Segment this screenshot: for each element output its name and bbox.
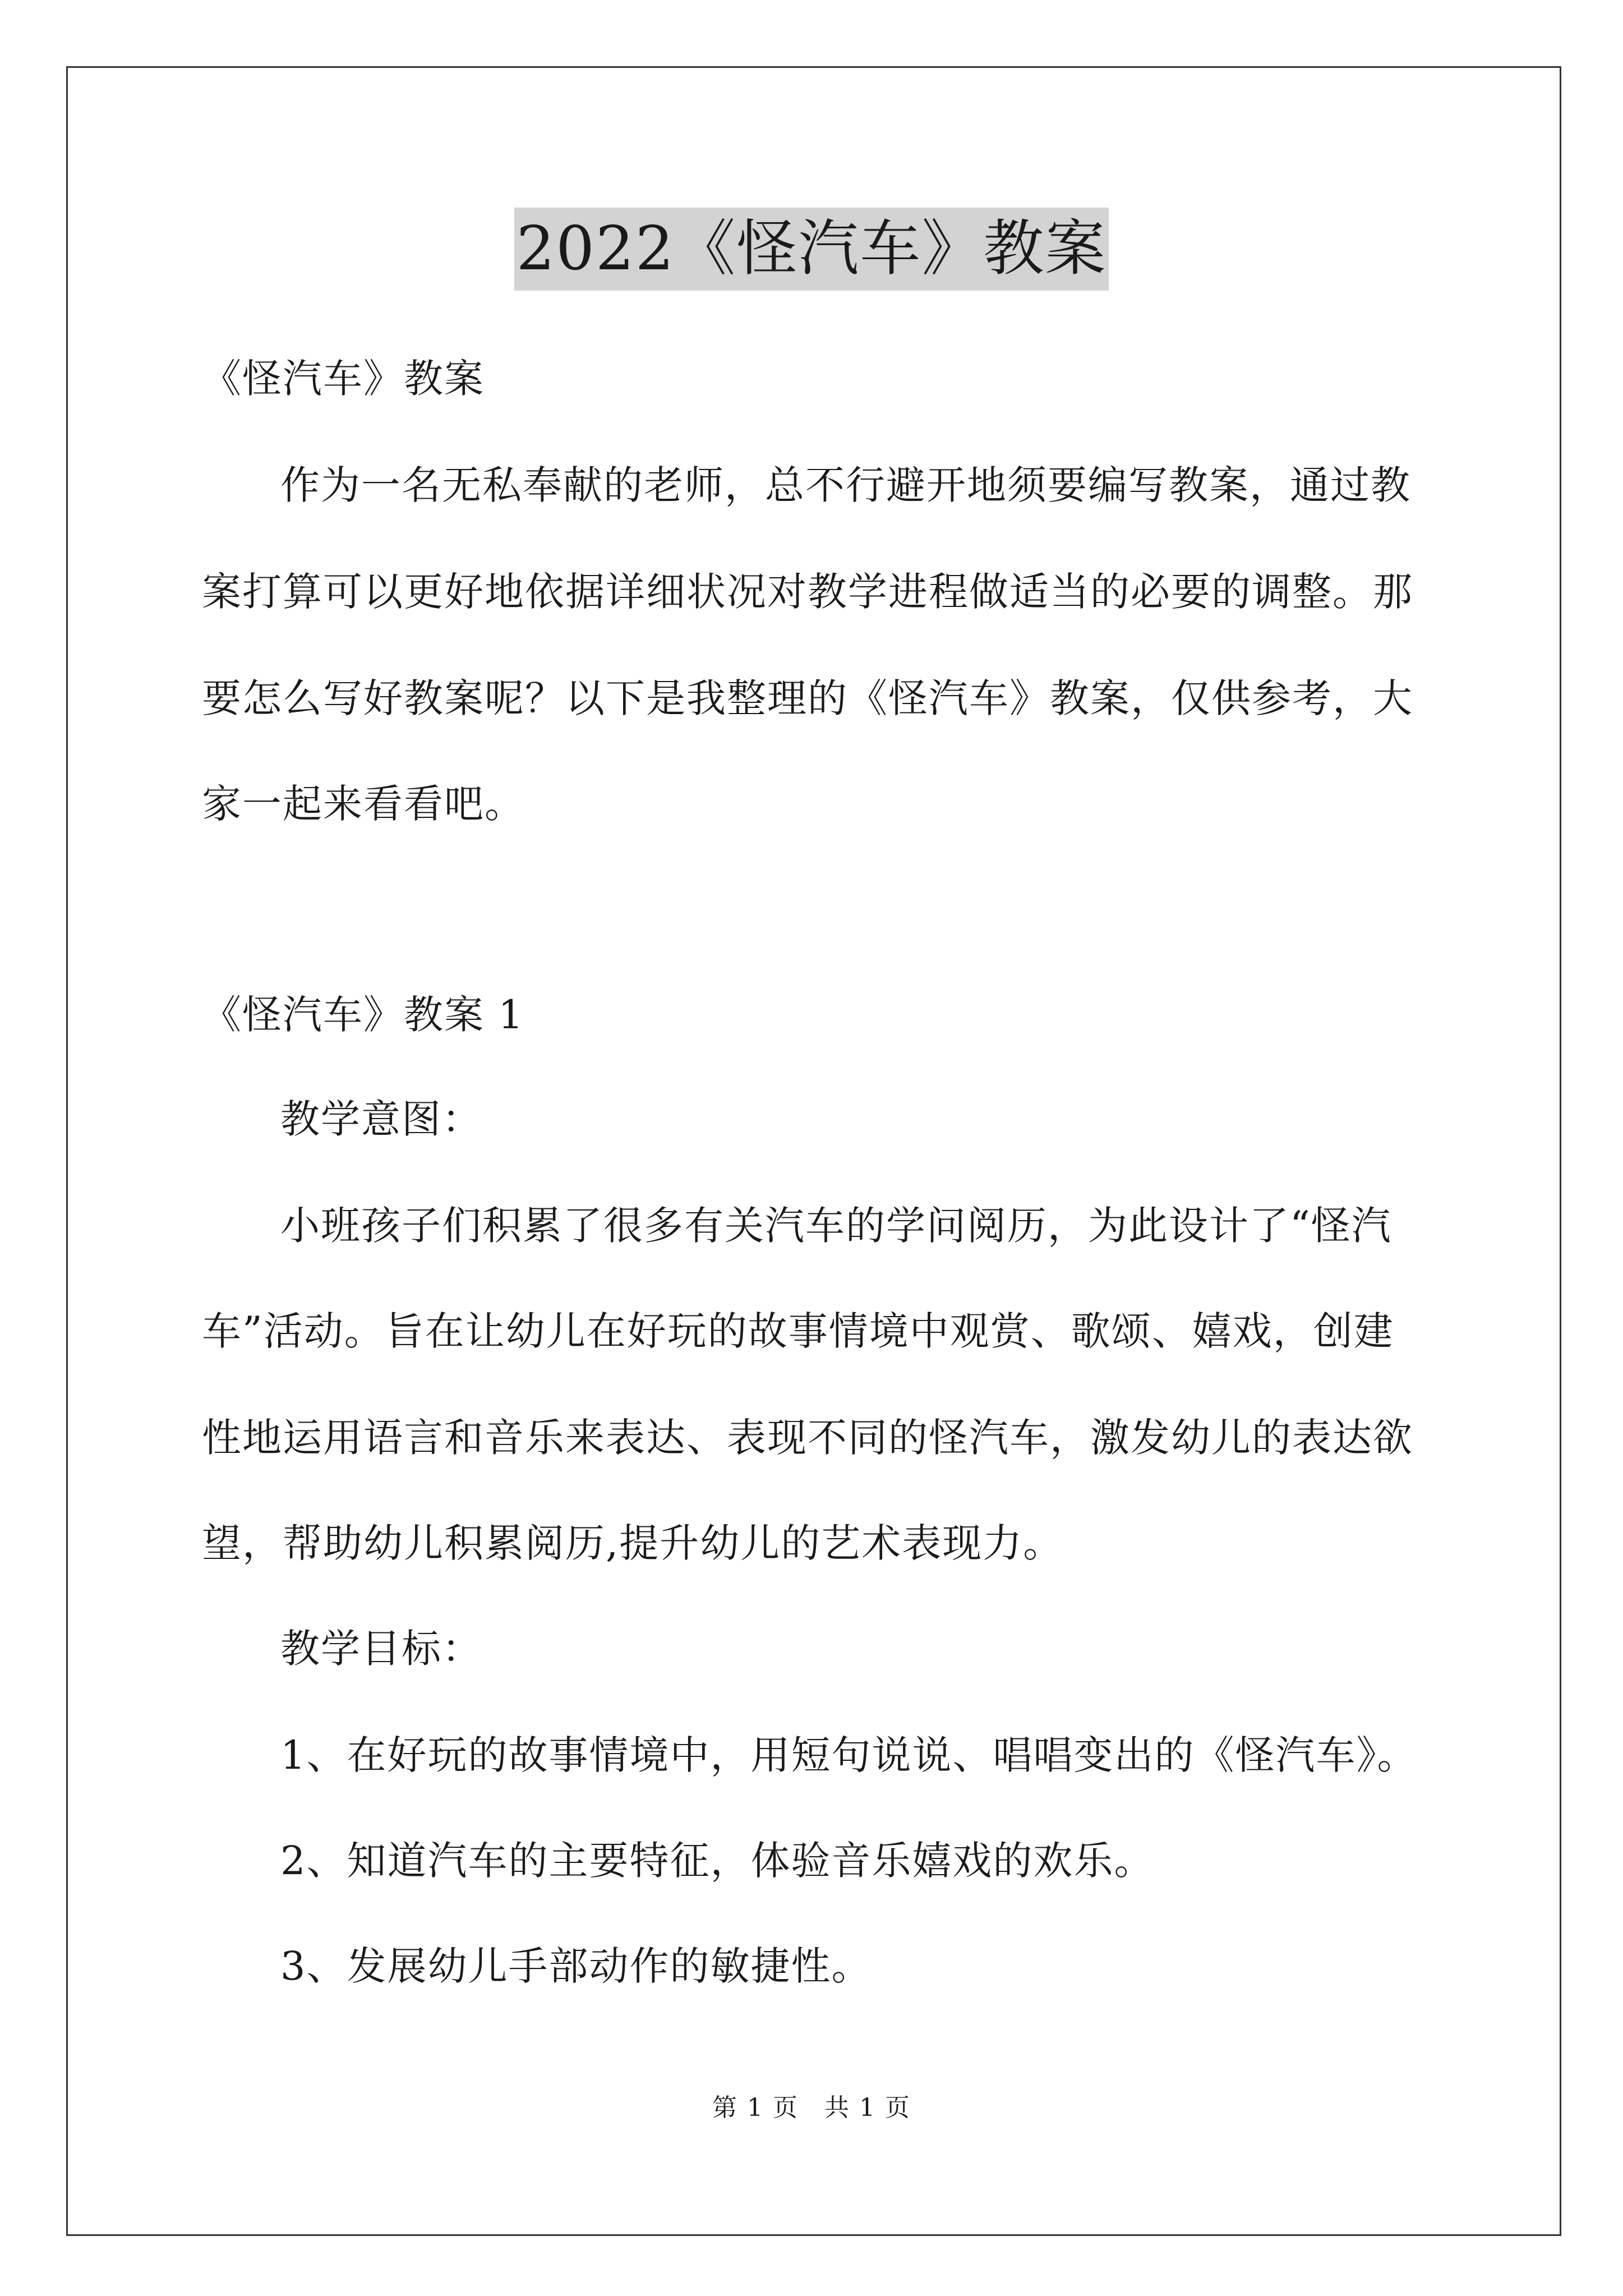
intro-line-4: 家一起来看看吧。 bbox=[202, 781, 525, 827]
intent-line-3: 性地运用语言和音乐来表达、表现不同的怪汽车，激发幼儿的表达欲 bbox=[202, 1415, 1413, 1461]
intro-line-1: 作为一名无私奉献的老师，总不行避开地须要编写教案，通过教 bbox=[280, 462, 1411, 508]
teaching-intent-heading: 教学意图： bbox=[280, 1096, 482, 1142]
section-heading-1: 《怪汽车》教案 1 bbox=[202, 992, 524, 1038]
intent-line-2: 车”活动。旨在让幼儿在好玩的故事情境中观赏、歌颂、嬉戏，创建 bbox=[202, 1308, 1394, 1354]
document-title: 2022《怪汽车》教案 bbox=[514, 208, 1109, 291]
goal-item-3: 3、发展幼儿手部动作的敏捷性。 bbox=[280, 1943, 872, 1989]
title-container bbox=[0, 208, 1623, 291]
goal-item-2: 2、知道汽车的主要特征，体验音乐嬉戏的欢乐。 bbox=[280, 1838, 1155, 1884]
page-footer: 第 1 页 共 1 页 bbox=[712, 2093, 911, 2122]
teaching-goals-heading: 教学目标： bbox=[280, 1626, 482, 1672]
intro-line-3: 要怎么写好教案呢？以下是我整理的《怪汽车》教案，仅供参考，大 bbox=[202, 675, 1413, 721]
intro-line-2: 案打算可以更好地依据详细状况对教学进程做适当的必要的调整。那 bbox=[202, 569, 1413, 615]
subtitle-line: 《怪汽车》教案 bbox=[202, 356, 485, 402]
goal-item-1: 1、在好玩的故事情境中，用短句说说、唱唱变出的《怪汽车》。 bbox=[280, 1732, 1418, 1778]
intent-line-4: 望，帮助幼儿积累阅历,提升幼儿的艺术表现力。 bbox=[202, 1520, 1064, 1566]
intent-line-1: 小班孩子们积累了很多有关汽车的学问阅历，为此设计了“怪汽 bbox=[280, 1203, 1392, 1249]
